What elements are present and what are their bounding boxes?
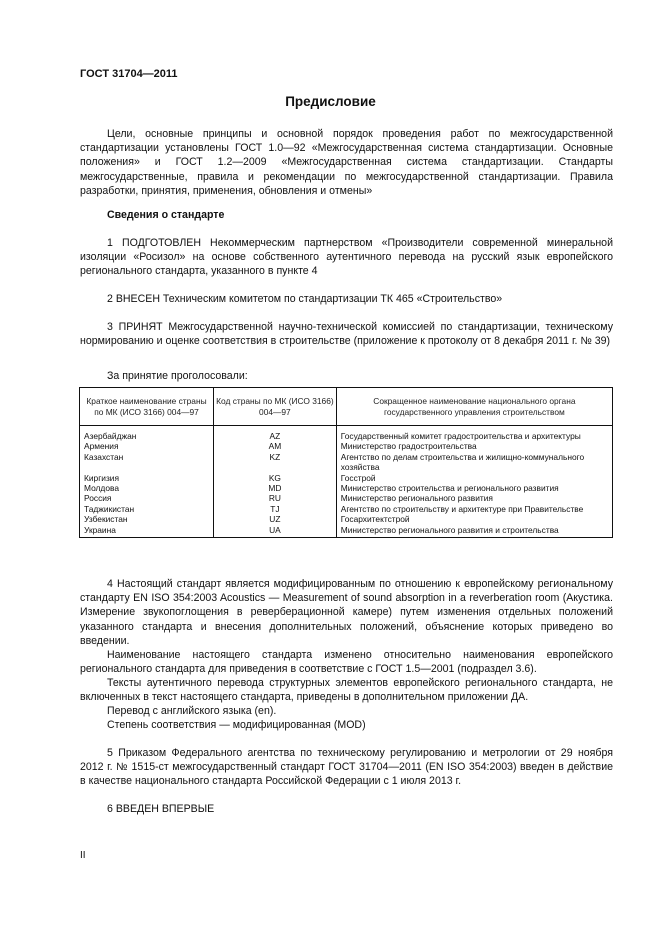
item-4-degree: Степень соответствия — модифицированная (MOD) [107, 719, 366, 731]
country-name: Узбекистан [80, 514, 214, 524]
country-code: MD [214, 483, 337, 493]
page-title: Предисловие [285, 94, 376, 109]
item-4-modification: 4 Настоящий стандарт является модифицированным по отношению к европейскому региональному стандарту EN ISO 354:2003 Acoustics — Measurement of sound absorption in a reverberation room (Акустика. Измерение звукопоглощения в реверберационной камере) путем изменения отдельных положений указанного стандарта и внесения дополнительных положений, объяснение которых приведено во введении. [80, 578, 613, 647]
item-5-order: 5 Приказом Федерального агентства по техническому регулированию и метрологии от 29 ноября 2012 г. № 1515-ст межгосударственный стандарт ГОСТ 31704—2011 (EN ISO 354:2003) введен в действие в качестве национального стандарта Российской Федерации с 1 июля 2013 г. [80, 747, 613, 788]
national-body: Госстрой [336, 473, 612, 483]
country-code: AZ [214, 426, 337, 442]
country-code: RU [214, 493, 337, 503]
country-code: AM [214, 441, 337, 451]
country-name: Армения [80, 441, 214, 451]
table-row [80, 483, 613, 493]
table-row [80, 514, 613, 524]
voting-table [79, 387, 613, 538]
item-4-name-note: Наименование настоящего стандарта изменено относительно наименования европейского регионального стандарта для приведения в соответствие с ГОСТ 1.5—2001 (подраздел 3.6). [80, 649, 613, 676]
item-3-adopted: 3 ПРИНЯТ Межгосударственной научно-технической комиссией по стандартизации, техническому нормированию и оценке соответствия в строительстве (приложение к протоколу от 8 декабря 2011 г. № 39) [80, 321, 613, 348]
item-2-submitted: 2 ВНЕСЕН Техническим комитетом по стандартизации ТК 465 «Строительство» [107, 293, 503, 305]
national-body: Агентство по делам строительства и жилищно-коммунального хозяйства [336, 452, 612, 473]
country-code: KG [214, 473, 337, 483]
table-row [80, 493, 613, 503]
national-body: Агентство по строительству и архитектуре при Правительстве [336, 504, 612, 514]
national-body: Министерство строительства и регионального развития [336, 483, 612, 493]
document-code: ГОСТ 31704—2011 [80, 68, 178, 80]
item-1-prepared: 1 ПОДГОТОВЛЕН Некоммерческим партнерством «Производители современной минеральной изоляции «Росизол» на основе собственного аутентичного перевода на русский язык европейского регионального стандарта, указанного в пункте 4 [80, 237, 613, 278]
header-country-name: Краткое наименование страны по МК (ИСО 3166) 004—97 [80, 388, 214, 426]
table-row [80, 441, 613, 451]
table-row [80, 525, 613, 538]
vote-intro: За принятие проголосовали: [107, 370, 248, 382]
country-code: UZ [214, 514, 337, 524]
table-row [80, 452, 613, 473]
country-name: Казахстан [80, 452, 214, 473]
table-row [80, 504, 613, 514]
table-row [80, 426, 613, 442]
section-heading: Сведения о стандарте [107, 209, 225, 221]
table-header-row [80, 388, 613, 426]
country-code: UA [214, 525, 337, 538]
national-body: Министерство градостроительства [336, 441, 612, 451]
country-name: Украина [80, 525, 214, 538]
country-name: Киргизия [80, 473, 214, 483]
item-4-translation: Перевод с английского языка (en). [107, 705, 277, 717]
country-name: Таджикистан [80, 504, 214, 514]
item-4-texts-note: Тексты аутентичного перевода структурных элементов европейского регионального стандарта, не включенных в текст настоящего стандарта, приведены в дополнительном приложении ДА. [80, 677, 613, 704]
table-row [80, 473, 613, 483]
item-6-first-introduced: 6 ВВЕДЕН ВПЕРВЫЕ [107, 803, 215, 815]
country-name: Россия [80, 493, 214, 503]
national-body: Министерство регионального развития и строительства [336, 525, 612, 538]
header-national-body: Сокращенное наименование национального органа государственного управления строительством [336, 388, 612, 426]
intro-paragraph: Цели, основные принципы и основной порядок проведения работ по межгосударственной стандартизации установлены ГОСТ 1.0—92 «Межгосударственная система стандартизации. Основные положения» и ГОСТ 1.2—2009 «Межгосударственная система стандартизации. Стандарты межгосударственные, правила и рекомендации по межгосударственной стандартизации. Правила разработки, принятия, применения, обновления и отмены» [80, 128, 613, 197]
national-body: Государственный комитет градостроительства и архитектуры [336, 426, 612, 442]
national-body: Госархитектстрой [336, 514, 612, 524]
country-code: KZ [214, 452, 337, 473]
country-code: TJ [214, 504, 337, 514]
country-name: Молдова [80, 483, 214, 493]
page-number: II [80, 850, 86, 861]
header-country-code: Код страны по МК (ИСО 3166) 004—97 [214, 388, 337, 426]
country-name: Азербайджан [80, 426, 214, 442]
national-body: Министерство регионального развития [336, 493, 612, 503]
